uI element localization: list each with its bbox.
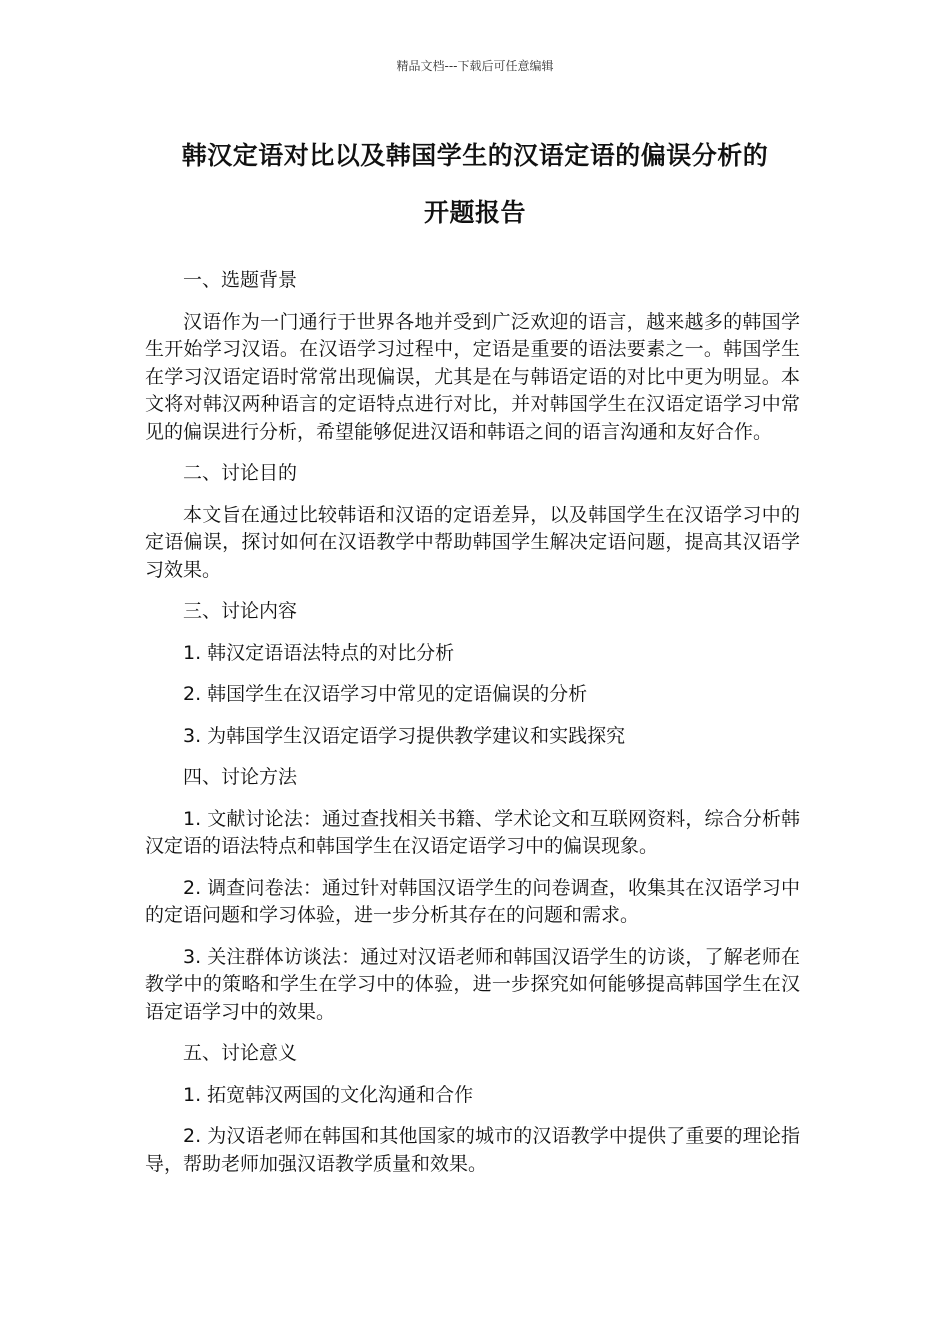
content-item-1: 1. 韩汉定语语法特点的对比分析 — [183, 641, 455, 664]
document-title-line-2: 开题报告 — [423, 198, 526, 227]
significance-item-1: 1. 拓宽韩汉两国的文化沟通和合作 — [183, 1083, 474, 1106]
significance-item-2: 2. 为汉语老师在韩国和其他国家的城市的汉语教学中提供了重要的理论指导，帮助老师加强汉语教学质量和效果。 — [145, 1125, 800, 1175]
page-header: 精品文档---下载后可任意编辑 — [396, 59, 554, 73]
section-heading-methods: 四、讨论方法 — [183, 766, 298, 788]
section-heading-background: 一、选题背景 — [183, 269, 298, 291]
method-item-2: 2. 调查问卷法：通过针对韩国汉语学生的问卷调查，收集其在汉语学习中的定语问题和学习体验，进一步分析其存在的问题和需求。 — [145, 876, 800, 926]
section-heading-purpose: 二、讨论目的 — [183, 462, 298, 484]
method-item-1: 1. 文献讨论法：通过查找相关书籍、学术论文和互联网资料，综合分析韩汉定语的语法特点和韩国学生在汉语定语学习中的偏误现象。 — [145, 807, 800, 857]
section-heading-content: 三、讨论内容 — [183, 600, 298, 622]
section-heading-significance: 五、讨论意义 — [183, 1042, 298, 1064]
paragraph-background: 汉语作为一门通行于世界各地并受到广泛欢迎的语言，越来越多的韩国学生开始学习汉语。在汉语学习过程中，定语是重要的语法要素之一。韩国学生在学习汉语定语时常常出现偏误，尤其是在与韩语定语的对比中更为明显。本文将对韩汉两种语言的定语特点进行对比，并对韩国学生在汉语定语学习中常见的偏误进行分析，希望能够促进汉语和韩语之间的语言沟通和友好合作。 — [145, 310, 800, 443]
document-title-line-1: 韩汉定语对比以及韩国学生的汉语定语的偏误分析的 — [181, 141, 769, 170]
document-body — [145, 267, 800, 1192]
content-item-3: 3. 为韩国学生汉语定语学习提供教学建议和实践探究 — [183, 724, 626, 747]
method-item-3: 3. 关注群体访谈法：通过对汉语老师和韩国汉语学生的访谈，了解老师在教学中的策略和学生在学习中的体验，进一步探究如何能够提高韩国学生在汉语定语学习中的效果。 — [145, 945, 800, 1023]
paragraph-purpose: 本文旨在通过比较韩语和汉语的定语差异，以及韩国学生在汉语学习中的定语偏误，探讨如何在汉语教学中帮助韩国学生解决定语问题，提高其汉语学习效果。 — [145, 503, 800, 581]
content-item-2: 2. 韩国学生在汉语学习中常见的定语偏误的分析 — [183, 683, 588, 705]
